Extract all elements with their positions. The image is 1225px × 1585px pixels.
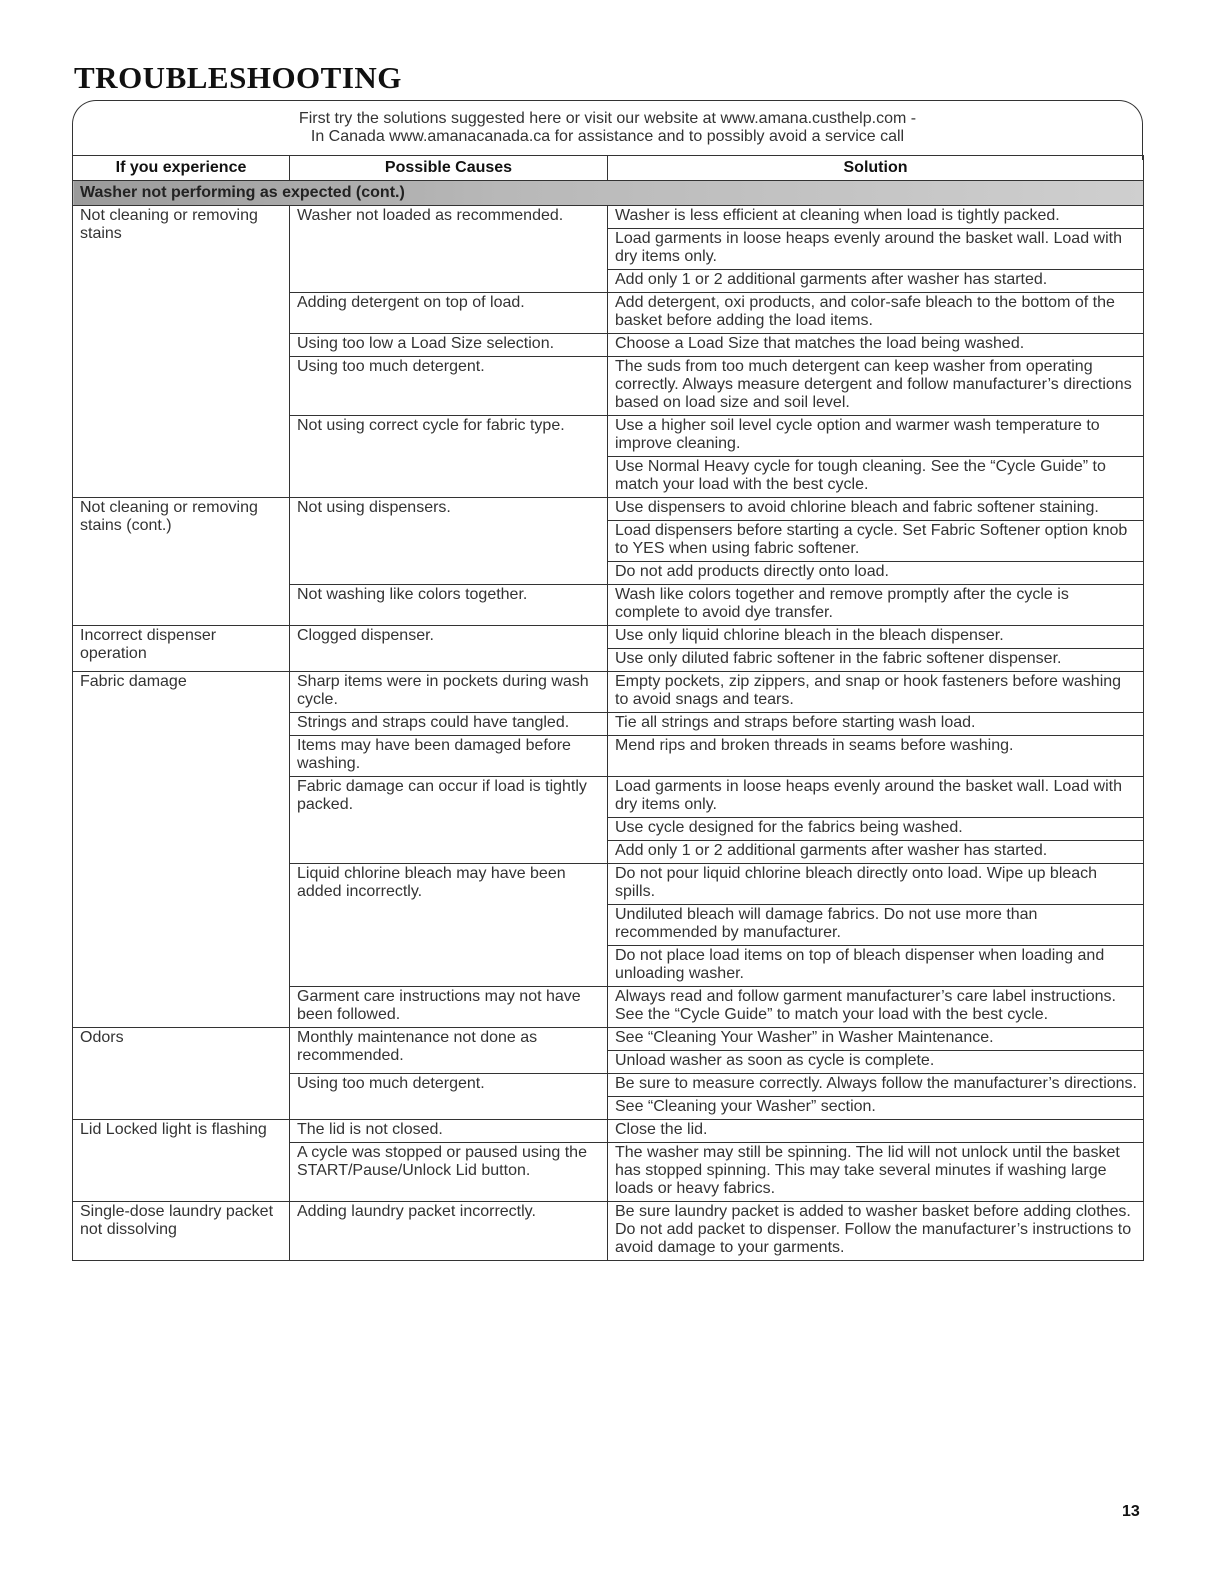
cause-cell: A cycle was stopped or paused using the START/Pause/Unlock Lid button. xyxy=(290,1143,608,1202)
solution-cell: Be sure laundry packet is added to washer basket before adding clothes. Do not add packet to dispenser. Follow the manufacturer’s instructions to avoid damage to your garments. xyxy=(608,1202,1144,1261)
solution-cell: The washer may still be spinning. The lid will not unlock until the basket has stopped spinning. This may take several minutes if washing large loads or heavy fabrics. xyxy=(608,1143,1144,1202)
cause-cell: Strings and straps could have tangled. xyxy=(290,713,608,736)
solution-cell: Load dispensers before starting a cycle. Set Fabric Softener option knob to YES when using fabric softener. xyxy=(608,521,1144,562)
problem-cell: Not cleaning or removing stains xyxy=(73,206,290,498)
solution-cell: Use Normal Heavy cycle for tough cleaning. See the “Cycle Guide” to match your load with the best cycle. xyxy=(608,457,1144,498)
table-row xyxy=(73,626,1144,649)
solution-cell: Choose a Load Size that matches the load being washed. xyxy=(608,334,1144,357)
page-title: TROUBLESHOOTING xyxy=(74,60,402,95)
cause-cell: Garment care instructions may not have been followed. xyxy=(290,987,608,1028)
section-band xyxy=(73,181,1144,206)
header-row xyxy=(73,156,1144,181)
cause-cell: Not washing like colors together. xyxy=(290,585,608,626)
solution-cell: Mend rips and broken threads in seams before washing. xyxy=(608,736,1144,777)
intro-text xyxy=(72,110,1143,146)
solution-cell: Unload washer as soon as cycle is complete. xyxy=(608,1051,1144,1074)
solution-cell: Use only diluted fabric softener in the fabric softener dispenser. xyxy=(608,649,1144,672)
intro-line-2: In Canada www.amanacanada.ca for assistance and to possibly avoid a service call xyxy=(310,128,905,145)
section-title: Washer not performing as expected (cont.) xyxy=(73,181,1144,206)
problem-cell: Single-dose laundry packet not dissolving xyxy=(73,1202,290,1261)
solution-cell: Add detergent, oxi products, and color-safe bleach to the bottom of the basket before adding the load items. xyxy=(608,293,1144,334)
cause-cell: The lid is not closed. xyxy=(290,1120,608,1143)
problem-cell: Fabric damage xyxy=(73,672,290,1028)
cause-cell: Not using correct cycle for fabric type. xyxy=(290,416,608,498)
solution-cell: Undiluted bleach will damage fabrics. Do not use more than recommended by manufacturer. xyxy=(608,905,1144,946)
cause-cell: Clogged dispenser. xyxy=(290,626,608,672)
table-row xyxy=(73,1120,1144,1143)
solution-cell: See “Cleaning your Washer” section. xyxy=(608,1097,1144,1120)
cause-cell: Monthly maintenance not done as recommended. xyxy=(290,1028,608,1074)
problem-cell: Odors xyxy=(73,1028,290,1120)
table-row xyxy=(73,206,1144,229)
solution-cell: Close the lid. xyxy=(608,1120,1144,1143)
solution-cell: Do not pour liquid chlorine bleach directly onto load. Wipe up bleach spills. xyxy=(608,864,1144,905)
header-cause: Possible Causes xyxy=(290,156,608,181)
solution-cell: Use a higher soil level cycle option and warmer wash temperature to improve cleaning. xyxy=(608,416,1144,457)
solution-cell: Use dispensers to avoid chlorine bleach and fabric softener staining. xyxy=(608,498,1144,521)
cause-cell: Fabric damage can occur if load is tightly packed. xyxy=(290,777,608,864)
cause-cell: Sharp items were in pockets during wash cycle. xyxy=(290,672,608,713)
cause-cell: Adding laundry packet incorrectly. xyxy=(290,1202,608,1261)
cause-cell: Adding detergent on top of load. xyxy=(290,293,608,334)
solution-cell: Load garments in loose heaps evenly around the basket wall. Load with dry items only. xyxy=(608,229,1144,270)
cause-cell: Liquid chlorine bleach may have been added incorrectly. xyxy=(290,864,608,987)
solution-cell: Do not place load items on top of bleach dispenser when loading and unloading washer. xyxy=(608,946,1144,987)
solution-cell: Add only 1 or 2 additional garments after washer has started. xyxy=(608,270,1144,293)
solution-cell: Tie all strings and straps before starting wash load. xyxy=(608,713,1144,736)
solution-cell: Add only 1 or 2 additional garments after washer has started. xyxy=(608,841,1144,864)
solution-cell: Be sure to measure correctly. Always follow the manufacturer’s directions. xyxy=(608,1074,1144,1097)
problem-cell: Incorrect dispenser operation xyxy=(73,626,290,672)
solution-cell: Empty pockets, zip zippers, and snap or hook fasteners before washing to avoid snags and tears. xyxy=(608,672,1144,713)
header-problem: If you experience xyxy=(73,156,290,181)
intro-line-1: First try the solutions suggested here or visit our website at www.amana.custhelp.com - xyxy=(298,110,917,127)
page-number: 13 xyxy=(1122,1503,1140,1520)
table-row xyxy=(73,1202,1144,1261)
solution-cell: Wash like colors together and remove promptly after the cycle is complete to avoid dye transfer. xyxy=(608,585,1144,626)
solution-cell: Always read and follow garment manufacturer’s care label instructions. See the “Cycle Guide” to match your load with the best cycle. xyxy=(608,987,1144,1028)
solution-cell: Do not add products directly onto load. xyxy=(608,562,1144,585)
cause-cell: Not using dispensers. xyxy=(290,498,608,585)
solution-cell: See “Cleaning Your Washer” in Washer Maintenance. xyxy=(608,1028,1144,1051)
cause-cell: Items may have been damaged before washing. xyxy=(290,736,608,777)
solution-cell: Use cycle designed for the fabrics being washed. xyxy=(608,818,1144,841)
solution-cell: Washer is less efficient at cleaning when load is tightly packed. xyxy=(608,206,1144,229)
problem-cell: Not cleaning or removing stains (cont.) xyxy=(73,498,290,626)
cause-cell: Using too low a Load Size selection. xyxy=(290,334,608,357)
table-row xyxy=(73,1028,1144,1051)
table-row xyxy=(73,672,1144,713)
solution-cell: The suds from too much detergent can keep washer from operating correctly. Always measure detergent and follow manufacturer’s directions based on load size and soil level. xyxy=(608,357,1144,416)
cause-cell: Washer not loaded as recommended. xyxy=(290,206,608,293)
cause-cell: Using too much detergent. xyxy=(290,357,608,416)
cause-cell: Using too much detergent. xyxy=(290,1074,608,1120)
header-solution: Solution xyxy=(608,156,1144,181)
table-row xyxy=(73,498,1144,521)
solution-cell: Load garments in loose heaps evenly around the basket wall. Load with dry items only. xyxy=(608,777,1144,818)
troubleshooting-table xyxy=(72,155,1144,1261)
problem-cell: Lid Locked light is flashing xyxy=(73,1120,290,1202)
solution-cell: Use only liquid chlorine bleach in the bleach dispenser. xyxy=(608,626,1144,649)
